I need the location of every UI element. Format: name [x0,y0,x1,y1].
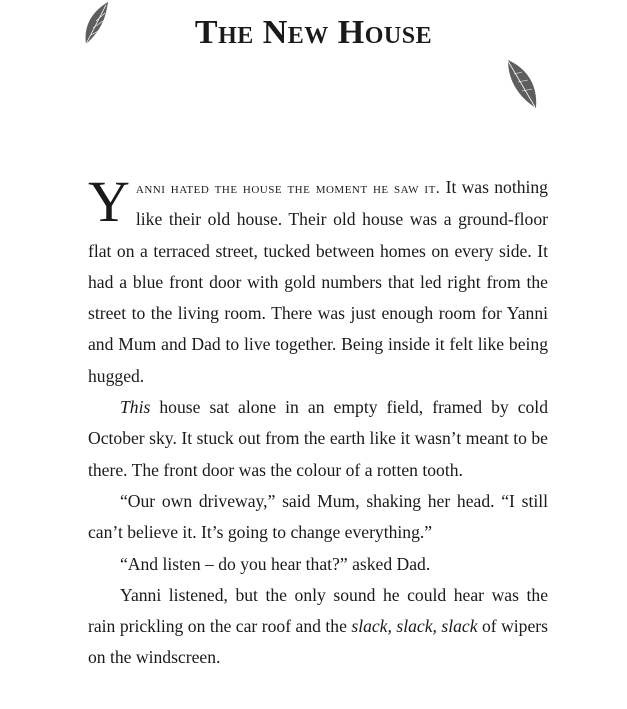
chapter-title: The New House [194,14,433,51]
paragraph: “And listen – do you hear that?” asked Dad. [120,553,431,574]
paragraph: “Our own driveway,” said Mum, shaking her head. “I still can’t believe it. It’s going to change everything.” [88,490,548,543]
paragraph-text: Yanni listened, but the only sound he could hear was the rain prickling on the car roof and the [88,584,548,637]
emphasis: This [120,397,151,418]
paragraph-text: It was nothing like their old house. Their old house was a ground-floor flat on a terraced street, tucked between homes on every side. It had a blue front door with gold numbers that led right from the street to the living room. There was just enough room for Yanni and Mum and Dad to live together. Being inside it felt like being hugged. [88,177,548,386]
paragraph [88,392,548,486]
paragraph [88,169,548,392]
paragraph-text: of wipers on the windscreen. [88,616,548,668]
leaf-icon [502,58,540,110]
paragraph [88,580,548,674]
lead-in-caps: anni hated the house the moment he saw it. [135,180,441,197]
drop-cap: Y [88,169,130,234]
emphasis: slack, slack, slack [351,616,478,637]
story-text [88,169,548,674]
paragraph-text: house sat alone in an empty field, framed by cold October sky. It stuck out from the earth like it wasn’t meant to be there. The front door was the colour of a rotten tooth. [88,397,548,480]
